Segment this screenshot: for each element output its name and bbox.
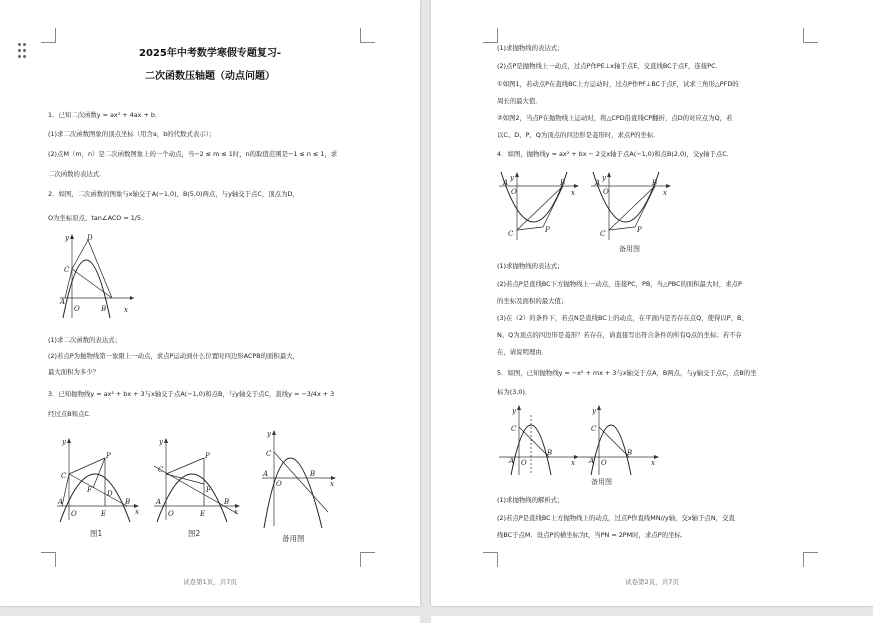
- text-line: (1)求抛物线的解析式；: [497, 496, 564, 504]
- svg-text:B: B: [652, 179, 658, 187]
- svg-text:O: O: [168, 510, 174, 518]
- text-line: (2)若点P是直线BC下方抛物线上一动点，连接PC，PB，当△PBC的面积最大时，求点P: [497, 280, 742, 288]
- svg-text:E: E: [200, 510, 206, 518]
- text-line: O为坐标原点，tan∠ACO = 1/5．: [48, 214, 148, 222]
- text-line: 5．如图，已知抛物线y = −x² + mx + 3与x轴交于点A，B两点，与y轴交于点C，点B的坐: [497, 369, 757, 377]
- svg-text:x: x: [651, 459, 655, 467]
- text-line: 的坐标及面积的最大值；: [497, 297, 568, 305]
- text-line: 3．已知抛物线y = ax² + bx + 3与x轴交于点A(−1,0)和点B，与y轴交于点C，直线y = −3/4x + 3: [48, 390, 335, 398]
- svg-text:O: O: [601, 459, 607, 467]
- svg-text:C: C: [158, 466, 164, 474]
- text-line: 线BC于点M．设点P的横坐标为t，当PN = 2PM时，求点P的坐标．: [497, 531, 688, 539]
- svg-text:O: O: [71, 510, 77, 518]
- figure-caption: 图1: [90, 529, 103, 538]
- text-line: (2)点M（m，n）是二次函数图象上的一个动点，当−2 ≤ m ≤ 1时，n的取值范围是−1 ≤ n ≤ 1，求: [48, 150, 338, 158]
- text-line: 经过点B和点C．: [48, 410, 96, 418]
- svg-text:O: O: [276, 480, 282, 488]
- text-line: 4．如图，抛物线y = ax² + bx − 2交x轴于点A(−1,0)和点B(2,0)，交y轴于点C．: [497, 150, 734, 158]
- svg-text:D: D: [107, 490, 113, 498]
- page-corner-mark: [803, 552, 818, 567]
- svg-text:C: C: [600, 230, 606, 238]
- svg-text:B: B: [547, 449, 553, 457]
- svg-text:P: P: [106, 452, 111, 460]
- svg-text:A: A: [60, 298, 66, 306]
- svg-text:P: P: [545, 226, 550, 234]
- text-line: (3)在（2）的条件下，若点N是直线BC上的动点，在平面内是否存在点Q，使得以P、B、: [497, 314, 748, 322]
- svg-text:C: C: [508, 230, 514, 238]
- text-line: (1)求抛物线的表达式；: [497, 262, 564, 270]
- figure-q2-parabola: [58, 232, 136, 320]
- text-line: (1)求抛物线的表达式；: [497, 44, 564, 52]
- figure-q5-backup: [577, 405, 659, 477]
- svg-text:F: F: [87, 486, 92, 494]
- figure-caption: 备用图: [591, 478, 612, 486]
- svg-text:y: y: [267, 430, 271, 438]
- figure-q4-backup: [589, 172, 671, 242]
- text-line: (2)点P是抛物线上一动点，过点P作PE⊥x轴于点E，交直线BC于点F，连接PC．: [497, 62, 722, 70]
- figure-q5-fig: [497, 405, 579, 477]
- svg-text:x: x: [135, 508, 139, 516]
- page-corner-mark: [41, 552, 56, 567]
- page-corner-mark: [803, 28, 818, 43]
- svg-text:y: y: [159, 438, 163, 446]
- svg-text:y: y: [65, 234, 69, 242]
- svg-text:y: y: [62, 438, 66, 446]
- text-line: 最大面积为多少？: [48, 368, 100, 376]
- text-line: 在，请说明理由．: [497, 348, 549, 356]
- figure-caption: 备用图: [619, 245, 640, 253]
- svg-text:y: y: [592, 407, 596, 415]
- svg-text:x: x: [663, 189, 667, 197]
- page-corner-mark: [360, 552, 375, 567]
- document-page-2: [431, 0, 873, 606]
- text-line: ①如图1，若动点P在直线BC上方运动时，过点P作PF⊥BC于点F，试求三角形△PFD的: [497, 80, 739, 88]
- svg-text:O: O: [511, 188, 517, 196]
- next-page-left: [0, 616, 420, 623]
- figure-caption: 图2: [188, 529, 201, 538]
- svg-text:A: A: [589, 457, 595, 465]
- svg-text:x: x: [234, 508, 238, 516]
- figure-q4-fig: [497, 172, 579, 242]
- svg-text:O: O: [521, 459, 527, 467]
- svg-text:F: F: [206, 486, 211, 494]
- svg-text:y: y: [602, 174, 606, 182]
- text-line: N、Q为顶点的四边形是菱形？若存在，请直接写出符合条件的所有Q点的坐标；若不存: [497, 331, 742, 339]
- svg-text:O: O: [603, 188, 609, 196]
- svg-text:B: B: [125, 498, 131, 506]
- next-page-right: [431, 616, 873, 623]
- svg-text:C: C: [511, 425, 517, 433]
- text-line: 周长的最大值．: [497, 97, 542, 105]
- svg-text:y: y: [512, 407, 516, 415]
- svg-text:C: C: [64, 266, 70, 274]
- page-corner-mark: [483, 28, 498, 43]
- svg-text:B: B: [224, 498, 230, 506]
- svg-text:A: A: [156, 498, 162, 506]
- text-line: 标为(3,0)．: [497, 388, 532, 396]
- figure-q3-backup: [258, 428, 338, 528]
- document-title: 2025年中考数学寒假专题复习-: [139, 48, 281, 59]
- svg-text:x: x: [330, 480, 334, 488]
- page-corner-mark: [360, 28, 375, 43]
- text-line: (2)若点P为抛物线第一象限上一动点，求点P运动到什么位置时四边形ACPB的面积最大，: [48, 352, 299, 360]
- svg-text:B: B: [560, 179, 566, 187]
- text-line: 1．已知二次函数y = ax² + 4ax + b．: [48, 111, 162, 119]
- svg-text:C: C: [591, 425, 597, 433]
- text-line: (1)求二次函数图象的顶点坐标（用含a，b的代数式表示）；: [48, 130, 216, 138]
- text-line: 2．如图，二次函数的图象与x轴交于A(−1,0)，B(5,0)两点，与y轴交于点C，顶点为D，: [48, 190, 299, 198]
- figure-caption: 备用图: [282, 534, 305, 543]
- text-line: (2)若点P是直线BC上方抛物线上的动点，过点P作直线MN//y轴，交x轴于点N，交直: [497, 514, 735, 522]
- figure-q3-fig1: [55, 436, 141, 522]
- svg-text:P: P: [637, 226, 642, 234]
- svg-text:x: x: [571, 189, 575, 197]
- svg-text:C: C: [61, 472, 67, 480]
- page-corner-mark: [483, 552, 498, 567]
- next-page-strip: [0, 613, 873, 623]
- page-corner-mark: [41, 28, 56, 43]
- text-line: 以C、D、P、Q为顶点的四边形是菱形时，求点P的坐标．: [497, 131, 660, 139]
- svg-text:B: B: [310, 470, 316, 478]
- page-footer: 试卷第1页，共7页: [183, 578, 237, 586]
- svg-text:y: y: [510, 174, 514, 182]
- svg-text:x: x: [124, 306, 128, 314]
- svg-text:B: B: [627, 449, 633, 457]
- svg-text:D: D: [87, 234, 93, 242]
- svg-text:B: B: [101, 305, 107, 313]
- svg-text:x: x: [571, 459, 575, 467]
- text-line: 二次函数的表达式．: [48, 170, 106, 178]
- svg-text:O: O: [74, 305, 80, 313]
- text-line: ②如图2，当点P在抛物线上运动时，将△CPD沿直线CP翻折，点D的对应点为Q，若: [497, 114, 733, 122]
- svg-text:E: E: [101, 510, 107, 518]
- page-footer: 试卷第2页，共7页: [625, 578, 679, 586]
- svg-text:P: P: [205, 452, 210, 460]
- svg-text:C: C: [266, 450, 272, 458]
- figure-q3-fig2: [152, 436, 242, 522]
- svg-text:A: A: [509, 457, 515, 465]
- svg-text:A: A: [503, 179, 509, 187]
- svg-text:A: A: [595, 179, 601, 187]
- text-line: (1)求二次函数的表达式；: [48, 336, 121, 344]
- svg-text:A: A: [263, 470, 269, 478]
- document-page-1: [0, 0, 420, 606]
- document-subtitle: 二次函数压轴题（动点问题）: [145, 71, 275, 82]
- svg-text:A: A: [58, 498, 64, 506]
